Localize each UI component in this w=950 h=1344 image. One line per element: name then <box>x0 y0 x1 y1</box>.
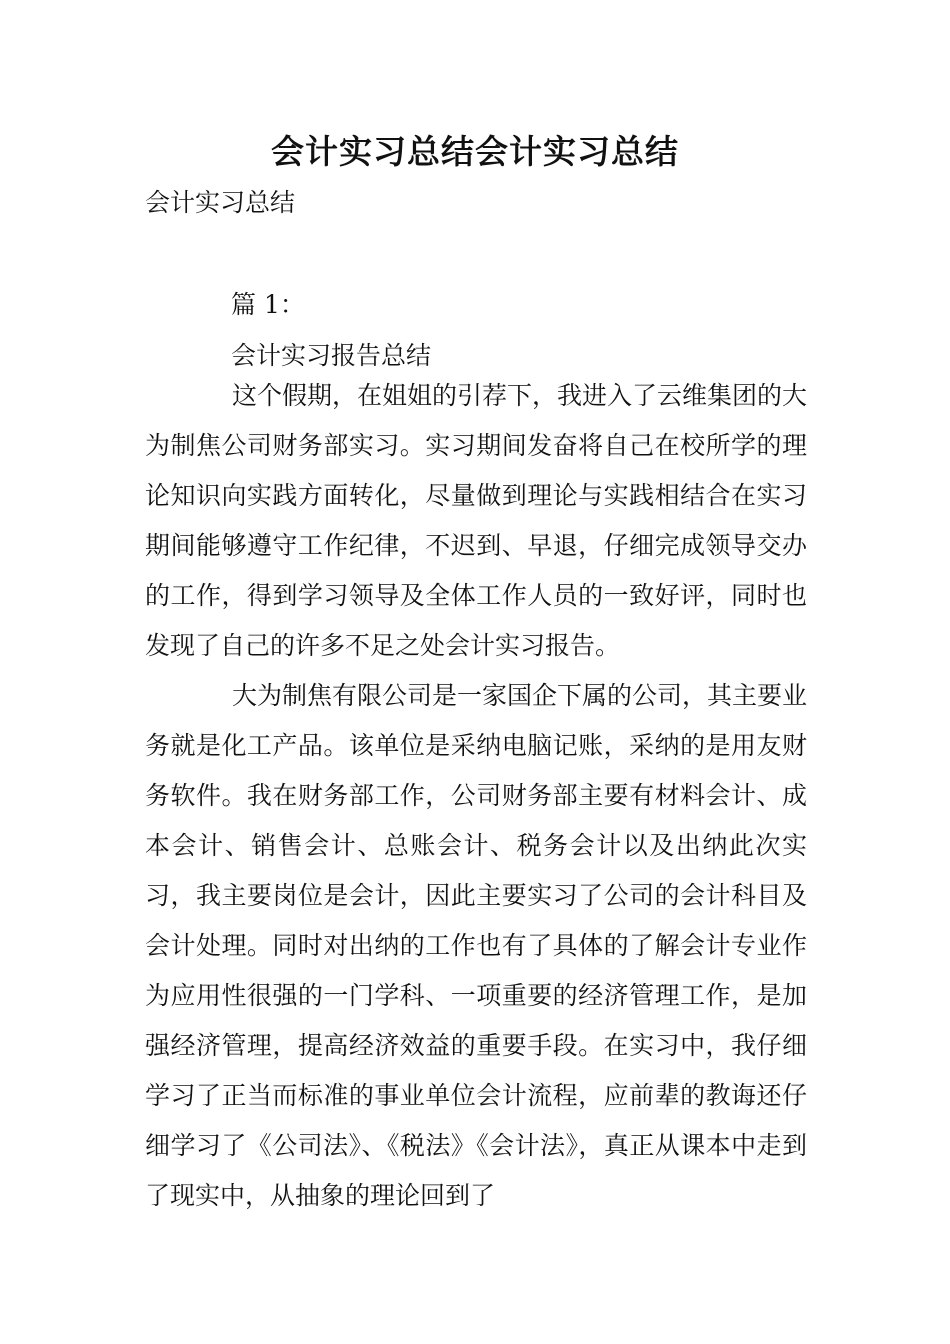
paragraph-2: 大为制焦有限公司是一家国企下属的公司，其主要业务就是化工产品。该单位是采纳电脑记账，采纳的是用友财务软件。我在财务部工作，公司财务部主要有材料会计、成本会计、销售会计、总账会计、税务会计以及出纳此次实习，我主要岗位是会计，因此主要实习了公司的会计科目及会计处理。同时对出纳的工作也有了具体的了解会计专业作为应用性很强的一门学科、一项重要的经济管理工作，是加强经济管理，提高经济效益的重要手段。在实习中，我仔细学习了正当而标准的事业单位会计流程，应前辈的教诲还仔细学习了《公司法》、《税法》《会计法》，真正从课本中走到了现实中，从抽象的理论回到了 <box>145 681 808 1210</box>
paragraph-1: 这个假期，在姐姐的引荐下，我进入了云维集团的大为制焦公司财务部实习。实习期间发奋将自己在校所学的理论知识向实践方面转化，尽量做到理论与实践相结合在实习期间能够遵守工作纪律，不迟到、早退，仔细完成领导交办的工作，得到学习领导及全体工作人员的一致好评，同时也发现了自己的许多不足之处会计实习报告。 <box>145 381 808 660</box>
document-title: 会计实习总结会计实习总结 <box>271 132 679 171</box>
section-label: 篇 1： <box>231 290 305 319</box>
document-subtitle: 会计实习总结 <box>145 188 296 217</box>
section-heading: 会计实习报告总结 <box>231 341 432 370</box>
